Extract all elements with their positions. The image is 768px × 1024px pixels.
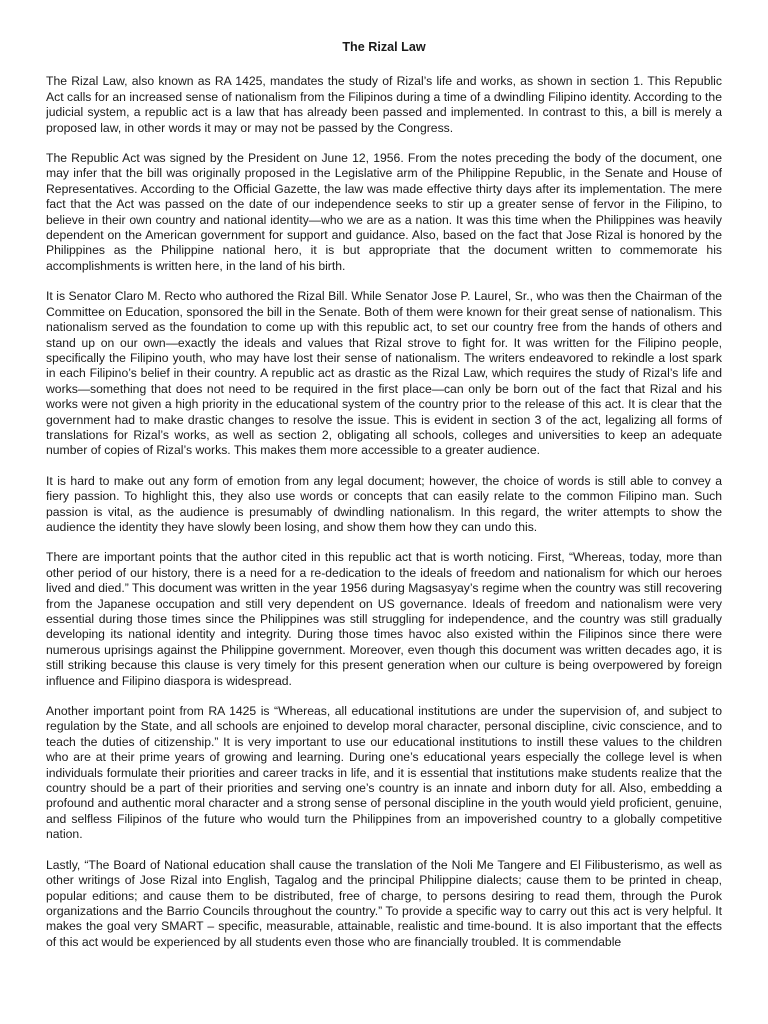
paragraph-6: Another important point from RA 1425 is “Whereas, all educational institutions are under the supervision of, and subject to regulation by the State, and all schools are enjoined to develop moral character, personal discipline, civic conscience, and to teach the duties of citizenship.” It is very important to use our educational institutions to instill these values to the children who are at their prime years of growing and learning. During one’s educational years especially the college level is when individuals formulate their priorities and career tracks in life, and it is essential that institutions make students realize that the country should be a part of their priorities and serving one’s country is an innate and inborn duty for all. Also, embedding a profound and authentic moral character and a strong sense of personal discipline in the youth would yield proficient, genuine, and selfless Filipinos of the future who would turn the Philippines from an impoverished country to a globally competitive nation. [46,704,722,842]
paragraph-3: It is Senator Claro M. Recto who authored the Rizal Bill. While Senator Jose P. Laurel, Sr., who was then the Chairman of the Committee on Education, sponsored the bill in the Senate. Both of them were known for their great sense of nationalism. This nationalism served as the foundation to come up with this republic act, to set our country free from the hands of others and stand up on our own—exactly the ideals and values that Rizal strove to fight for. It was written for the Filipino people, specifically the Filipino youth, who may have lost their sense of nationalism. The writers endeavored to rekindle a lost spark in each Filipino’s belief in their country. A republic act as drastic as the Rizal Law, which requires the study of Rizal’s life and works—something that does not need to be required in the first place—can only be born out of the fact that Rizal and his works were not given a high priority in the educational system of the country prior to the release of this act. It is clear that the government had to make drastic changes to resolve the issue. This is evident in section 3 of the act, legalizing all forms of translations for Rizal’s works, as well as section 2, obligating all schools, colleges and universities to keep an adequate number of copies of Rizal’s works. This makes them more accessible to a greater audience. [46,289,722,458]
paragraph-2: The Republic Act was signed by the President on June 12, 1956. From the notes preceding the body of the document, one may infer that the bill was originally proposed in the Legislative arm of the Philippine Republic, in the Senate and House of Representatives. According to the Official Gazette, the law was made effective thirty days after its implementation. The mere fact that the Act was passed on the date of our independence seeks to stir up a greater sense of fervor in the Filipino, to believe in their own country and national identity—who we are as a nation. It was this time when the Philippines was heavily dependent on the American government for support and guidance. Also, based on the fact that Jose Rizal is honored by the Philippines as the Philippine national hero, it is but appropriate that the document written to commemorate his accomplishments is written here, in the land of his birth. [46,151,722,273]
paragraph-4: It is hard to make out any form of emotion from any legal document; however, the choice of words is still able to convey a fiery passion. To highlight this, they also use words or concepts that can easily relate to the common Filipino man. Such passion is vital, as the audience is presumably of dwindling nationalism. In this regard, the writer attempts to show the audience the identity they have slowly been losing, and show them how they can undo this. [46,473,722,534]
paragraph-7: Lastly, “The Board of National education shall cause the translation of the Noli Me Tangere and El Filibusterismo, as well as other writings of Jose Rizal into English, Tagalog and the principal Philippine dialects; cause them to be printed in cheap, popular editions; and cause them to be distributed, free of charge, to persons desiring to read them, through the Purok organizations and the Barrio Councils throughout the country.” To provide a specific way to carry out this act is very helpful. It makes the goal very SMART – specific, measurable, attainable, realistic and time-bound. It is also important that the effects of this act would be experienced by all students even those who are financially troubled. It is commendable [46,857,722,949]
paragraph-1: The Rizal Law, also known as RA 1425, mandates the study of Rizal’s life and works, as shown in section 1. This Republic Act calls for an increased sense of nationalism from the Filipinos during a time of a dwindling Filipino identity. According to the judicial system, a republic act is a law that has already been passed and implemented. In contrast to this, a bill is merely a proposed law, in other words it may or may not be passed by the Congress. [46,74,722,135]
paragraph-5: There are important points that the author cited in this republic act that is worth noticing. First, “Whereas, today, more than other period of our history, there is a need for a re-dedication to the ideals of freedom and nationalism for which our heroes lived and died.” This document was written in the year 1956 during Magsasyay’s regime when the country was still recovering from the Japanese occupation and still very dependent on US governance. Ideals of freedom and nationalism were very essential during those times since the Philippines was still struggling for independence, and the country was still gradually developing its national identity and integrity. During those times havoc also existed within the Filipinos since there were numerous uprisings against the Philippine government. Moreover, even though this document was written decades ago, it is still striking because this clause is very timely for this present generation when our culture is being overpowered by foreign influence and Filipino diaspora is widespread. [46,550,722,688]
document-title: The Rizal Law [342,40,426,54]
document-page [46,40,722,1020]
